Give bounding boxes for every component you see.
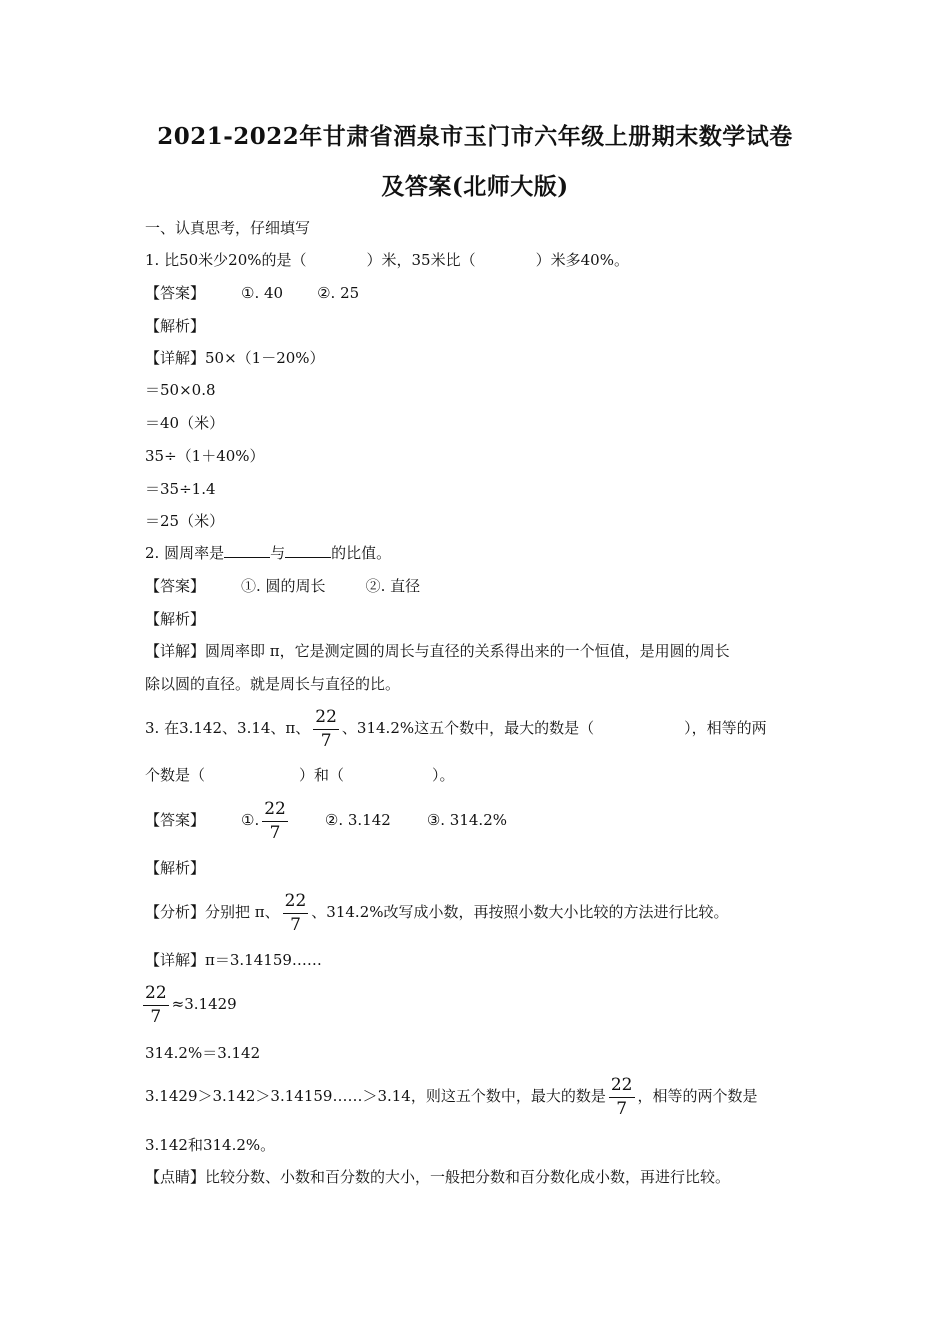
q2-answer: 【答案】 ①. 圆的周长 ②. 直径 [145,577,421,595]
q3-detail-compare: 3.1429＞3.142＞3.14159……＞3.14，则这五个数中，最大的数是 $\frac{22}{7}$ ，相等的两个数是 [145,1074,758,1119]
q1-step: 35÷（1＋40%） [145,447,265,465]
q1-stem: 1. 比50米少20%的是（ ）米，35米比（ ）米多40%。 [145,251,629,269]
fraction: $\frac{22}{7}$ [610,1074,633,1119]
q1-detail: 【详解】50×（1－20%） [145,349,325,367]
fraction: $\frac{22}{7}$ [284,890,307,935]
q2-stem: 2. 圆周率是 与 的比值。 [145,544,392,562]
answer-tag: 【答案】 [145,284,206,302]
q3-stem: 3. 在3.142、3.14、π、 $\frac{22}{7}$ 、314.2%这五个数中，最大的数是（ ），相等的两 [145,706,767,751]
q2-detail-cont: 除以圆的直径。就是周长与直径的比。 [145,675,401,693]
q1-step: ＝25（米） [145,512,225,530]
q1-step: ＝50×0.8 [145,381,216,399]
section-heading: 一、认真思考，仔细填写 [145,219,311,237]
fraction: $\frac{22}{7}$ [315,706,337,751]
q3-dianjing: 【点睛】比较分数、小数和百分数的大小，一般把分数和百分数化成小数，再进行比较。 [145,1168,731,1186]
q2-detail: 【详解】圆周率即 π，它是测定圆的周长与直径的关系得出来的一个恒值，是用圆的周长 [145,642,730,660]
document-title-line2: 及答案(北师大版) [381,173,569,200]
q3-detail: 【详解】π＝3.14159…… [145,951,322,969]
fill-blank [285,543,331,558]
q1-step: ＝40（米） [145,414,225,432]
q3-detail-frac: $\frac{22}{7}$ ≈3.1429 [145,982,237,1027]
q1-answer: 【答案】 ①. 40 ②. 25 [145,284,360,302]
fraction: $\frac{22}{7}$ [145,982,167,1027]
document-title-line1: 2021-2022年甘肃省酒泉市玉门市六年级上册期末数学试卷 [157,123,793,150]
q3-analysis-tag: 【解析】 [145,859,206,877]
q2-analysis-tag: 【解析】 [145,610,206,628]
q3-detail-line: 314.2%＝3.142 [145,1044,261,1062]
q3-detail-line: 3.142和314.2%。 [145,1136,276,1154]
q1-analysis-tag: 【解析】 [145,317,206,335]
q1-step: ＝35÷1.4 [145,480,216,498]
fraction: $\frac{22}{7}$ [264,798,286,843]
fill-blank [224,543,270,558]
q3-answer: 【答案】 ①. $\frac{22}{7}$ ②. 3.142 ③. 314.2% [145,798,507,843]
q3-fenxi: 【分析】分别把 π、 $\frac{22}{7}$ 、314.2%改写成小数，再按照小数大小比较的方法进行比较。 [145,890,729,935]
q3-stem-cont: 个数是（ ）和（ ）。 [145,766,455,784]
